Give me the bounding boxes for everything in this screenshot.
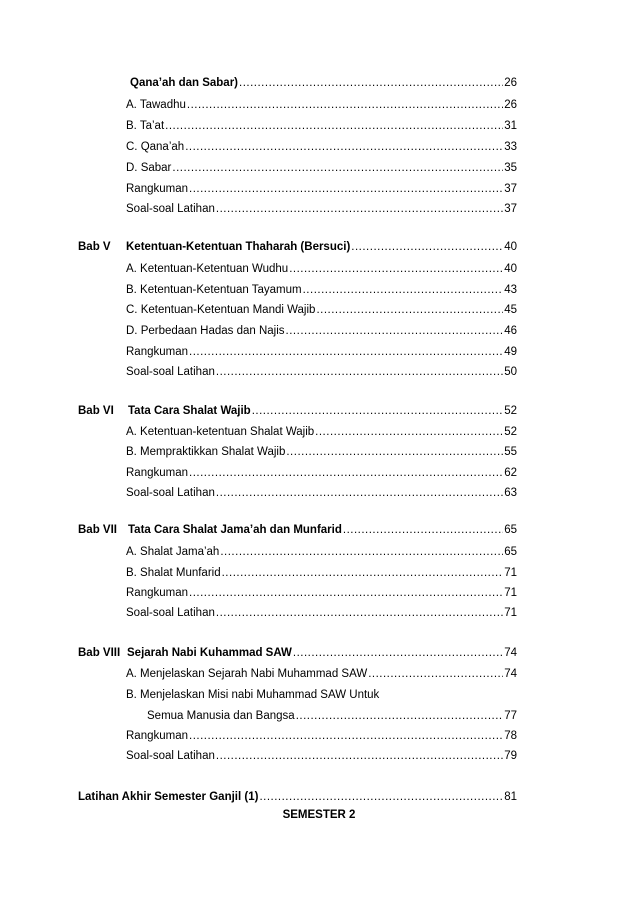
toc-entry-label: C. Ketentuan-Ketentuan Mandi Wajib xyxy=(126,304,316,316)
toc-chapter-bab-viii[interactable] xyxy=(78,645,517,661)
toc-entry[interactable] xyxy=(126,605,517,621)
toc-entry-label: B. Shalat Munfarid xyxy=(126,567,221,579)
toc-entry[interactable] xyxy=(126,565,517,581)
toc-entry[interactable] xyxy=(147,708,517,724)
dot-leader xyxy=(286,323,504,339)
toc-page-number: 65 xyxy=(504,524,517,536)
dot-leader xyxy=(216,485,503,501)
toc-page-number: 79 xyxy=(504,750,517,762)
toc-page-number: 74 xyxy=(504,668,517,680)
toc-page-number: 35 xyxy=(504,162,517,174)
toc-entry[interactable] xyxy=(126,302,517,318)
toc-entry-qanaah-dan-sabar[interactable] xyxy=(130,75,517,91)
chapter-title: Tata Cara Shalat Jama’ah dan Munfarid xyxy=(128,524,342,536)
toc-page-number: 46 xyxy=(504,325,517,337)
semester-heading: SEMESTER 2 xyxy=(282,809,356,821)
dot-leader xyxy=(368,666,503,682)
toc-page-number: 31 xyxy=(504,120,517,132)
dot-leader xyxy=(189,344,503,360)
chapter-number: Bab V xyxy=(78,241,111,253)
dot-leader xyxy=(216,605,503,621)
toc-entry[interactable] xyxy=(126,444,517,460)
toc-chapter-bab-vii[interactable] xyxy=(78,522,517,538)
toc-entry-label: B. Mempraktikkan Shalat Wajib xyxy=(126,446,286,458)
toc-entry[interactable] xyxy=(126,666,517,682)
toc-entry-label: B. Menjelaskan Misi nabi Muhammad SAW Untuk xyxy=(126,689,380,701)
toc-entry-label: Rangkuman xyxy=(126,183,189,195)
dot-leader xyxy=(286,444,503,460)
toc-entry-label: Soal-soal Latihan xyxy=(126,487,215,499)
toc-entry[interactable] xyxy=(126,139,517,155)
dot-leader xyxy=(239,75,503,91)
toc-page-number: 50 xyxy=(504,366,517,378)
toc-entry-label: C. Qana’ah xyxy=(126,141,185,153)
dot-leader xyxy=(187,97,503,113)
dot-leader xyxy=(222,565,504,581)
dot-leader xyxy=(189,585,503,601)
toc-page-number: 71 xyxy=(504,567,517,579)
dot-leader xyxy=(185,139,503,155)
dot-leader xyxy=(216,748,503,764)
toc-entry[interactable] xyxy=(126,728,517,744)
chapter-number: Bab VI xyxy=(78,405,114,417)
chapter-number: Bab VIII xyxy=(78,647,121,659)
toc-entry[interactable] xyxy=(126,97,517,113)
toc-chapter-bab-vi[interactable] xyxy=(78,403,517,419)
toc-page-number: 45 xyxy=(504,304,517,316)
dot-leader xyxy=(165,118,503,134)
toc-entry[interactable] xyxy=(126,364,517,380)
toc-page-number: 26 xyxy=(504,77,517,89)
toc-entry-latihan-akhir-semester[interactable] xyxy=(78,789,517,805)
toc-entry-label: A. Shalat Jama’ah xyxy=(126,546,220,558)
toc-entry-label: B. Ketentuan-Ketentuan Tayamum xyxy=(126,284,302,296)
dot-leader xyxy=(315,424,503,440)
chapter-title: Tata Cara Shalat Wajib xyxy=(128,405,251,417)
dot-leader xyxy=(351,239,503,255)
toc-entry[interactable] xyxy=(126,181,517,197)
toc-entry[interactable] xyxy=(126,485,517,501)
toc-entry[interactable] xyxy=(126,323,517,339)
toc-page-number: 37 xyxy=(504,183,517,195)
dot-leader xyxy=(293,645,503,661)
toc-entry-label: Rangkuman xyxy=(126,730,189,742)
dot-leader xyxy=(303,282,504,298)
toc-page-number: 40 xyxy=(504,263,517,275)
toc-entry[interactable] xyxy=(126,748,517,764)
toc-page-number: 74 xyxy=(504,647,517,659)
toc-page-number: 52 xyxy=(504,426,517,438)
chapter-number: Bab VII xyxy=(78,524,117,536)
toc-chapter-bab-v[interactable] xyxy=(78,239,517,255)
toc-page-number: 71 xyxy=(504,607,517,619)
dot-leader xyxy=(216,364,503,380)
toc-page-number: 33 xyxy=(504,141,517,153)
toc-page-number: 55 xyxy=(504,446,517,458)
dot-leader xyxy=(316,302,503,318)
dot-leader xyxy=(343,522,503,538)
chapter-title: Ketentuan-Ketentuan Thaharah (Bersuci) xyxy=(126,241,351,253)
toc-entry-label: B. Ta’at xyxy=(126,120,165,132)
toc-page-number: 65 xyxy=(504,546,517,558)
chapter-title: Sejarah Nabi Kuhammad SAW xyxy=(127,647,292,659)
dot-leader xyxy=(216,201,503,217)
toc-entry-label: D. Sabar xyxy=(126,162,172,174)
toc-entry-label: A. Ketentuan-Ketentuan Wudhu xyxy=(126,263,289,275)
toc-entry-label: A. Tawadhu xyxy=(126,99,186,111)
toc-entry[interactable] xyxy=(126,465,517,481)
toc-entry[interactable] xyxy=(126,544,517,560)
toc-entry-label: Rangkuman xyxy=(126,346,189,358)
toc-entry-label: Rangkuman xyxy=(126,467,189,479)
toc-entry[interactable] xyxy=(126,687,517,703)
toc-entry-label: Semua Manusia dan Bangsa xyxy=(147,710,295,722)
dot-leader xyxy=(289,261,503,277)
toc-entry[interactable] xyxy=(126,282,517,298)
toc-entry-label: Soal-soal Latihan xyxy=(126,607,215,619)
toc-entry-label: Rangkuman xyxy=(126,587,189,599)
toc-entry[interactable] xyxy=(126,118,517,134)
dot-leader xyxy=(189,465,503,481)
toc-entry-label: A. Ketentuan-ketentuan Shalat Wajib xyxy=(126,426,315,438)
toc-page-number: 37 xyxy=(504,203,517,215)
toc-page-number: 77 xyxy=(504,710,517,722)
dot-leader xyxy=(296,708,504,724)
dot-leader xyxy=(189,728,503,744)
toc-entry-title: Latihan Akhir Semester Ganjil (1) xyxy=(78,791,259,803)
toc-entry-label: Soal-soal Latihan xyxy=(126,750,215,762)
toc-entry[interactable] xyxy=(126,201,517,217)
toc-page-number: 49 xyxy=(504,346,517,358)
dot-leader xyxy=(252,403,504,419)
toc-entry[interactable] xyxy=(126,424,517,440)
toc-entry-label: D. Perbedaan Hadas dan Najis xyxy=(126,325,285,337)
toc-page-number: 63 xyxy=(504,487,517,499)
toc-entry-label: Soal-soal Latihan xyxy=(126,203,215,215)
dot-leader xyxy=(259,789,503,805)
dot-leader xyxy=(172,160,503,176)
toc-entry[interactable] xyxy=(126,344,517,360)
toc-page-number: 78 xyxy=(504,730,517,742)
toc-page-number: 43 xyxy=(504,284,517,296)
toc-page-number: 40 xyxy=(504,241,517,253)
toc-page-number: 81 xyxy=(504,791,517,803)
dot-leader xyxy=(189,181,503,197)
toc-entry[interactable] xyxy=(126,585,517,601)
toc-entry-title: Qana’ah dan Sabar) xyxy=(130,77,239,89)
toc-entry-label: A. Menjelaskan Sejarah Nabi Muhammad SAW xyxy=(126,668,368,680)
toc-page-number: 71 xyxy=(504,587,517,599)
toc-entry[interactable] xyxy=(126,160,517,176)
dot-leader xyxy=(220,544,503,560)
toc-entry-label: Soal-soal Latihan xyxy=(126,366,215,378)
toc-page-number: 52 xyxy=(504,405,517,417)
toc-page-number: 26 xyxy=(504,99,517,111)
toc-entry[interactable] xyxy=(126,261,517,277)
toc-page-number: 62 xyxy=(504,467,517,479)
